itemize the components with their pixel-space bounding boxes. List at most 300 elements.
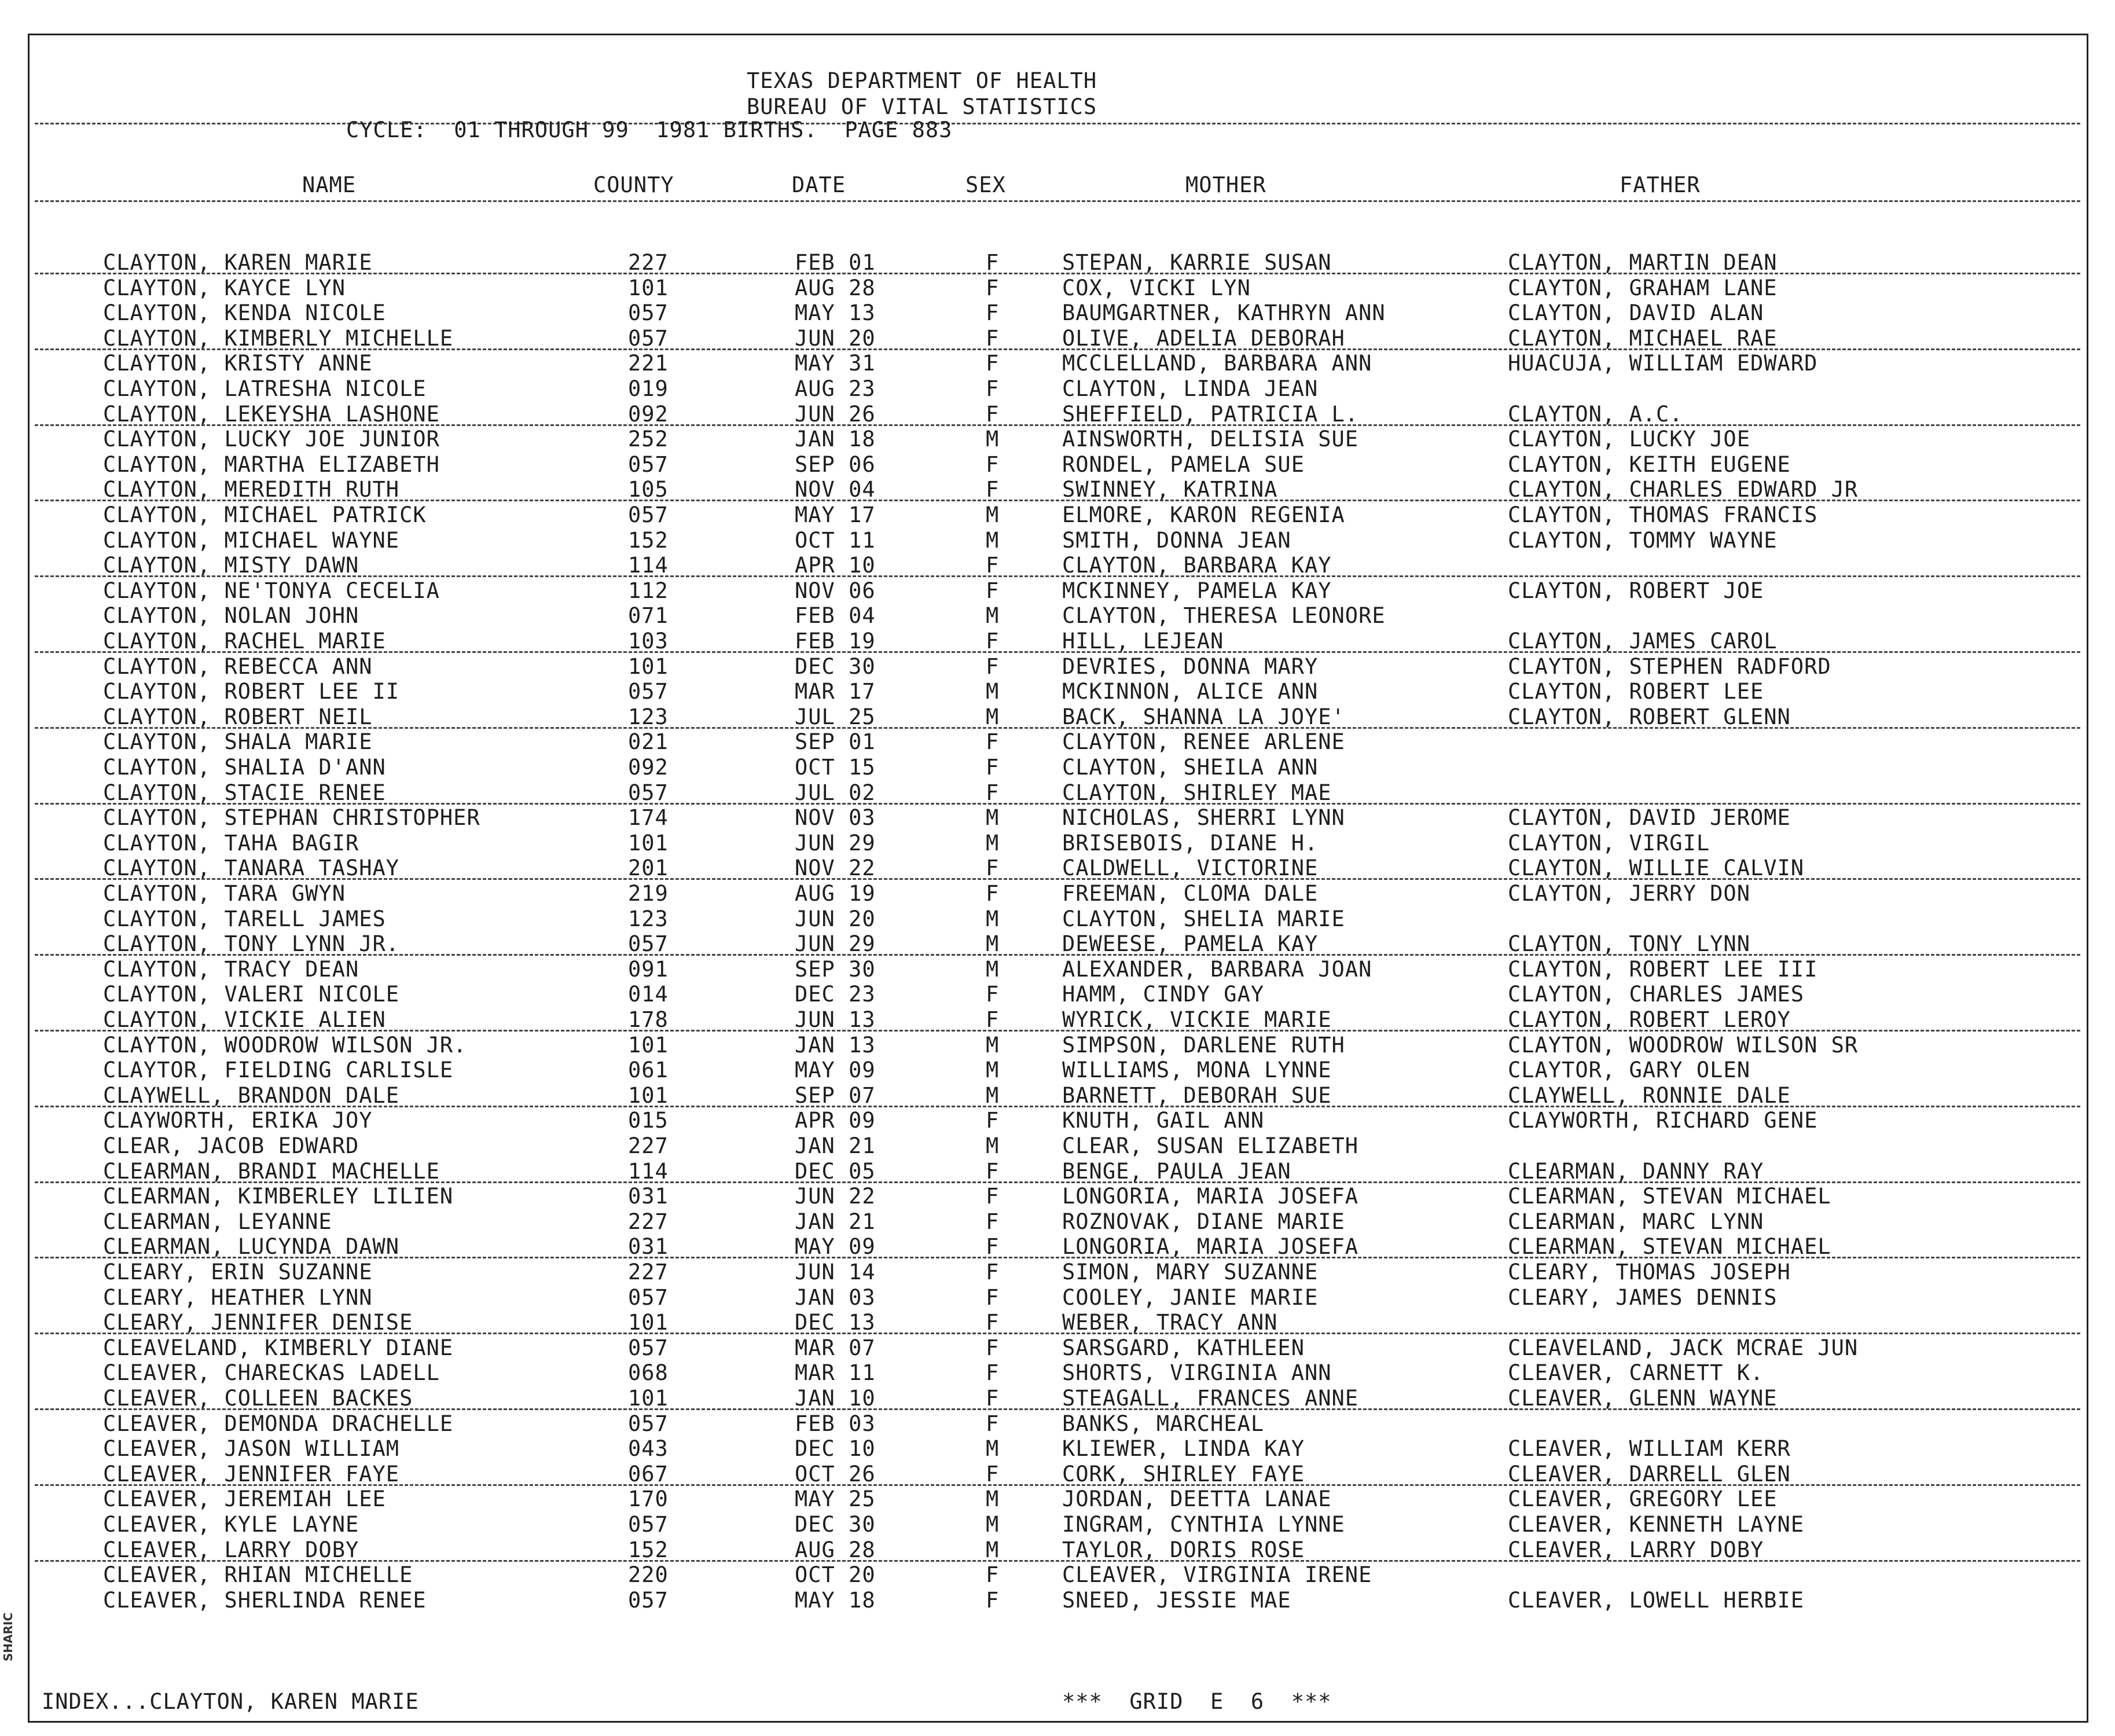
cell-sex: F <box>986 325 1000 351</box>
cell-mother: SMITH, DONNA JEAN <box>1062 527 1291 553</box>
cell-county: 123 <box>628 906 669 931</box>
cell-mother: NICHOLAS, SHERRI LYNN <box>1062 805 1345 831</box>
cell-sex: M <box>986 1133 1000 1158</box>
cell-name: CLAYTON, RACHEL MARIE <box>103 629 386 654</box>
column-header-sex: SEX <box>965 173 1006 197</box>
cell-county: 101 <box>628 1082 669 1108</box>
cell-county: 057 <box>628 452 669 477</box>
cell-mother: TAYLOR, DORIS ROSE <box>1062 1537 1305 1562</box>
cell-date: FEB 03 <box>795 1411 876 1436</box>
cell-name: CLAYWORTH, ERIKA JOY <box>103 1108 373 1133</box>
cell-father: CLAYTOR, GARY OLEN <box>1508 1058 1750 1083</box>
cell-date: JUN 20 <box>795 325 876 351</box>
cell-name: CLEARMAN, KIMBERLEY LILIEN <box>103 1184 454 1209</box>
cell-date: NOV 04 <box>795 477 876 502</box>
cell-date: JUN 26 <box>795 401 876 427</box>
cell-name: CLEAVER, JENNIFER FAYE <box>103 1461 400 1487</box>
cell-mother: BANKS, MARCHEAL <box>1062 1411 1265 1436</box>
cell-sex: F <box>986 629 1000 654</box>
cell-county: 067 <box>628 1461 669 1487</box>
cell-name: CLAYTON, ROBERT NEIL <box>103 704 373 729</box>
cell-date: JAN 18 <box>795 427 876 452</box>
cell-father: CLEARY, THOMAS JOSEPH <box>1508 1260 1791 1284</box>
cell-father: CLEARMAN, MARC LYNN <box>1508 1209 1764 1234</box>
cell-father: CLAYTON, DAVID ALAN <box>1508 300 1764 326</box>
row-divider <box>35 273 2080 274</box>
cell-name: CLAYTON, STACIE RENEE <box>103 780 386 805</box>
cell-mother: DEVRIES, DONNA MARY <box>1062 654 1319 679</box>
cell-name: CLEARY, JENNIFER DENISE <box>103 1310 413 1335</box>
cell-name: CLEAVER, JEREMIAH LEE <box>103 1487 386 1512</box>
cell-mother: BENGE, PAULA JEAN <box>1062 1158 1291 1184</box>
cell-county: 031 <box>628 1184 669 1209</box>
cell-county: 057 <box>628 780 669 805</box>
cell-sex: F <box>986 553 1000 578</box>
cell-name: CLAYTON, MICHAEL WAYNE <box>103 527 400 553</box>
cell-name: CLAYTON, REBECCA ANN <box>103 654 373 679</box>
cell-county: 057 <box>628 1587 669 1613</box>
cell-sex: F <box>986 1209 1000 1234</box>
row-divider <box>35 424 2080 426</box>
cell-father: CLAYTON, CHARLES EDWARD JR <box>1508 477 1859 502</box>
cell-father: CLEARMAN, STEVAN MICHAEL <box>1508 1184 1831 1209</box>
cell-sex: M <box>986 527 1000 553</box>
cell-date: JUL 25 <box>795 704 876 729</box>
cell-name: CLAYTON, KIMBERLY MICHELLE <box>103 325 454 351</box>
cell-father: CLAYTON, MARTIN DEAN <box>1508 250 1778 275</box>
cell-name: CLAYTON, KENDA NICOLE <box>103 300 386 326</box>
header-subtitle: BUREAU OF VITAL STATISTICS <box>747 94 1097 119</box>
cell-date: DEC 23 <box>795 982 876 1007</box>
cell-sex: F <box>986 1184 1000 1209</box>
cell-mother: LONGORIA, MARIA JOSEFA <box>1062 1184 1359 1209</box>
cell-mother: STEPAN, KARRIE SUSAN <box>1062 250 1332 275</box>
cell-county: 174 <box>628 805 669 831</box>
cell-name: CLAYTON, STEPHAN CHRISTOPHER <box>103 805 480 831</box>
cell-mother: WILLIAMS, MONA LYNNE <box>1062 1058 1332 1083</box>
cell-date: APR 10 <box>795 553 876 578</box>
cell-father: CLAYTON, LUCKY JOE <box>1508 427 1750 452</box>
cell-sex: F <box>986 881 1000 906</box>
cell-sex: F <box>986 1310 1000 1335</box>
cell-name: CLEARMAN, LUCYNDA DAWN <box>103 1234 400 1260</box>
cell-father: CLAYTON, JERRY DON <box>1508 881 1750 906</box>
cell-mother: SNEED, JESSIE MAE <box>1062 1587 1291 1613</box>
cell-name: CLAYTON, MEREDITH RUTH <box>103 477 400 502</box>
cell-date: SEP 01 <box>795 729 876 755</box>
cell-name: CLEAVELAND, KIMBERLY DIANE <box>103 1335 454 1360</box>
cell-mother: CLAYTON, THERESA LEONORE <box>1062 603 1386 629</box>
cell-county: 092 <box>628 401 669 427</box>
cell-county: 061 <box>628 1058 669 1083</box>
cell-father: CLAYTON, ROBERT GLENN <box>1508 704 1791 729</box>
cell-father: CLAYWORTH, RICHARD GENE <box>1508 1108 1818 1133</box>
cell-father: CLEAVER, KENNETH LAYNE <box>1508 1512 1805 1537</box>
cell-sex: F <box>986 1260 1000 1284</box>
header-divider <box>35 123 2080 124</box>
cell-mother: CLAYTON, BARBARA KAY <box>1062 553 1332 578</box>
cell-mother: CLEAVER, VIRGINIA IRENE <box>1062 1562 1372 1588</box>
cell-date: OCT 20 <box>795 1562 876 1588</box>
cell-date: APR 09 <box>795 1108 876 1133</box>
cell-sex: M <box>986 805 1000 831</box>
row-divider <box>35 1560 2080 1562</box>
cell-name: CLAYTON, KAYCE LYN <box>103 275 346 300</box>
cell-mother: CALDWELL, VICTORINE <box>1062 856 1319 881</box>
cell-county: 068 <box>628 1360 669 1386</box>
cell-sex: F <box>986 1158 1000 1184</box>
cell-sex: F <box>986 1411 1000 1436</box>
cell-county: 152 <box>628 527 669 553</box>
row-divider <box>35 1030 2080 1032</box>
cell-mother: CLAYTON, SHEILA ANN <box>1062 755 1319 780</box>
cell-county: 227 <box>628 250 669 275</box>
cell-mother: SHEFFIELD, PATRICIA L. <box>1062 401 1359 427</box>
cell-date: MAY 09 <box>795 1058 876 1083</box>
cell-sex: F <box>986 250 1000 275</box>
cell-sex: M <box>986 502 1000 527</box>
column-header-father: FATHER <box>1620 173 1701 197</box>
cell-sex: M <box>986 1058 1000 1083</box>
cell-sex: M <box>986 1537 1000 1562</box>
cell-date: JAN 21 <box>795 1209 876 1234</box>
cell-sex: F <box>986 1360 1000 1386</box>
cell-county: 057 <box>628 931 669 957</box>
cell-sex: F <box>986 300 1000 326</box>
cell-county: 219 <box>628 881 669 906</box>
cell-father: CLAYTON, STEPHEN RADFORD <box>1508 654 1831 679</box>
cell-name: CLEARMAN, BRANDI MACHELLE <box>103 1158 440 1184</box>
cell-name: CLAYTON, ROBERT LEE II <box>103 679 400 704</box>
cell-name: CLEAVER, JASON WILLIAM <box>103 1436 400 1462</box>
cell-county: 031 <box>628 1234 669 1260</box>
cell-date: NOV 06 <box>795 578 876 603</box>
cell-county: 101 <box>628 654 669 679</box>
cell-father: HUACUJA, WILLIAM EDWARD <box>1508 351 1818 376</box>
cell-mother: KNUTH, GAIL ANN <box>1062 1108 1265 1133</box>
cell-mother: CLAYTON, SHELIA MARIE <box>1062 906 1345 931</box>
cell-sex: F <box>986 275 1000 300</box>
cell-county: 252 <box>628 427 669 452</box>
cell-sex: F <box>986 351 1000 376</box>
cell-mother: RONDEL, PAMELA SUE <box>1062 452 1305 477</box>
cell-father: CLEARY, JAMES DENNIS <box>1508 1284 1778 1310</box>
cell-county: 015 <box>628 1108 669 1133</box>
cell-sex: M <box>986 1032 1000 1058</box>
cell-mother: OLIVE, ADELIA DEBORAH <box>1062 325 1345 351</box>
cell-sex: F <box>986 755 1000 780</box>
cell-date: JUN 29 <box>795 830 876 856</box>
cell-name: CLEAR, JACOB EDWARD <box>103 1133 359 1158</box>
cell-sex: M <box>986 931 1000 957</box>
cell-name: CLAYTON, TANARA TASHAY <box>103 856 400 881</box>
cell-name: CLAYTON, TARA GWYN <box>103 881 346 906</box>
cell-date: MAR 17 <box>795 679 876 704</box>
cell-date: MAY 31 <box>795 351 876 376</box>
cell-county: 114 <box>628 1158 669 1184</box>
cell-county: 227 <box>628 1260 669 1284</box>
cell-sex: M <box>986 704 1000 729</box>
cell-county: 071 <box>628 603 669 629</box>
cell-mother: HAMM, CINDY GAY <box>1062 982 1265 1007</box>
row-divider <box>35 651 2080 653</box>
cell-county: 057 <box>628 1284 669 1310</box>
row-divider <box>35 348 2080 350</box>
cell-name: CLAYTON, VICKIE ALIEN <box>103 1007 386 1032</box>
cell-mother: SIMPSON, DARLENE RUTH <box>1062 1032 1345 1058</box>
cell-name: CLAYTON, NOLAN JOHN <box>103 603 359 629</box>
column-header-county: COUNTY <box>593 173 674 197</box>
cell-father: CLEAVELAND, JACK MCRAE JUN <box>1508 1335 1859 1360</box>
cell-name: CLAYTON, SHALIA D'ANN <box>103 755 386 780</box>
row-divider <box>35 575 2080 577</box>
cell-date: NOV 03 <box>795 805 876 831</box>
cell-mother: SWINNEY, KATRINA <box>1062 477 1278 502</box>
cell-mother: WEBER, TRACY ANN <box>1062 1310 1278 1335</box>
cell-sex: F <box>986 401 1000 427</box>
cell-date: JAN 10 <box>795 1386 876 1411</box>
cell-name: CLEAVER, COLLEEN BACKES <box>103 1386 413 1411</box>
footer-index: INDEX...CLAYTON, KAREN MARIE <box>42 1689 419 1714</box>
cell-mother: ALEXANDER, BARBARA JOAN <box>1062 956 1372 982</box>
cell-date: JAN 03 <box>795 1284 876 1310</box>
cell-name: CLAYTON, MICHAEL PATRICK <box>103 502 427 527</box>
cell-mother: JORDAN, DEETTA LANAE <box>1062 1487 1332 1512</box>
cell-sex: M <box>986 830 1000 856</box>
cell-father: CLAYWELL, RONNIE DALE <box>1508 1082 1791 1108</box>
cell-mother: AINSWORTH, DELISIA SUE <box>1062 427 1359 452</box>
cell-county: 057 <box>628 1512 669 1537</box>
cell-mother: COOLEY, JANIE MARIE <box>1062 1284 1319 1310</box>
cell-county: 114 <box>628 553 669 578</box>
cell-date: AUG 19 <box>795 881 876 906</box>
cell-father: CLAYTON, DAVID JEROME <box>1508 805 1791 831</box>
cell-date: SEP 06 <box>795 452 876 477</box>
cell-mother: STEAGALL, FRANCES ANNE <box>1062 1386 1359 1411</box>
cell-sex: F <box>986 654 1000 679</box>
cell-name: CLEAVER, SHERLINDA RENEE <box>103 1587 427 1613</box>
cell-name: CLEARY, HEATHER LYNN <box>103 1284 373 1310</box>
cell-father: CLAYTON, JAMES CAROL <box>1508 629 1778 654</box>
cell-county: 019 <box>628 376 669 401</box>
cell-date: DEC 13 <box>795 1310 876 1335</box>
cell-sex: F <box>986 729 1000 755</box>
cell-name: CLEAVER, KYLE LAYNE <box>103 1512 359 1537</box>
cell-father: CLEAVER, WILLIAM KERR <box>1508 1436 1791 1462</box>
cell-county: 043 <box>628 1436 669 1462</box>
cell-mother: DEWEESE, PAMELA KAY <box>1062 931 1319 957</box>
row-divider <box>35 1181 2080 1183</box>
cell-sex: F <box>986 1587 1000 1613</box>
cell-father: CLAYTON, A.C. <box>1508 401 1683 427</box>
cell-county: 201 <box>628 856 669 881</box>
cell-father: CLAYTON, TOMMY WAYNE <box>1508 527 1778 553</box>
cycle-line: CYCLE: 01 THROUGH 99 1981 BIRTHS. PAGE 883 <box>346 118 953 142</box>
cell-mother: BARNETT, DEBORAH SUE <box>1062 1082 1332 1108</box>
cell-father: CLAYTON, CHARLES JAMES <box>1508 982 1805 1007</box>
cell-date: MAY 13 <box>795 300 876 326</box>
cell-father: CLAYTON, ROBERT JOE <box>1508 578 1764 603</box>
cell-sex: F <box>986 856 1000 881</box>
cell-county: 014 <box>628 982 669 1007</box>
cell-county: 057 <box>628 325 669 351</box>
cell-mother: CLAYTON, LINDA JEAN <box>1062 376 1319 401</box>
cell-date: MAR 07 <box>795 1335 876 1360</box>
cell-county: 101 <box>628 1386 669 1411</box>
cell-father: CLAYTON, KEITH EUGENE <box>1508 452 1791 477</box>
row-divider <box>35 878 2080 880</box>
cell-mother: COX, VICKI LYN <box>1062 275 1251 300</box>
column-header-divider <box>35 200 2080 202</box>
row-divider <box>35 727 2080 729</box>
cell-name: CLEAVER, DEMONDA DRACHELLE <box>103 1411 454 1436</box>
cell-father: CLEAVER, CARNETT K. <box>1508 1360 1764 1386</box>
cell-name: CLEARY, ERIN SUZANNE <box>103 1260 373 1284</box>
cell-name: CLAYTON, TARELL JAMES <box>103 906 386 931</box>
cell-date: DEC 30 <box>795 654 876 679</box>
cell-date: NOV 22 <box>795 856 876 881</box>
cell-name: CLAYTON, LEKEYSHA LASHONE <box>103 401 440 427</box>
cell-county: 057 <box>628 1335 669 1360</box>
cell-sex: M <box>986 1487 1000 1512</box>
cell-county: 057 <box>628 502 669 527</box>
row-divider <box>35 500 2080 501</box>
cell-date: JUN 22 <box>795 1184 876 1209</box>
cell-name: CLAYTON, TONY LYNN JR. <box>103 931 400 957</box>
cell-father: CLAYTON, MICHAEL RAE <box>1508 325 1778 351</box>
cell-mother: WYRICK, VICKIE MARIE <box>1062 1007 1332 1032</box>
cell-date: AUG 28 <box>795 275 876 300</box>
cell-date: MAR 11 <box>795 1360 876 1386</box>
cell-father: CLEAVER, GREGORY LEE <box>1508 1487 1778 1512</box>
cell-name: CLAYTON, WOODROW WILSON JR. <box>103 1032 467 1058</box>
cell-date: MAY 09 <box>795 1234 876 1260</box>
cell-mother: CORK, SHIRLEY FAYE <box>1062 1461 1305 1487</box>
cell-date: SEP 30 <box>795 956 876 982</box>
cell-name: CLAYTON, SHALA MARIE <box>103 729 373 755</box>
cell-father: CLAYTON, ROBERT LEE III <box>1508 956 1818 982</box>
cell-county: 220 <box>628 1562 669 1588</box>
cell-date: MAY 25 <box>795 1487 876 1512</box>
cell-sex: M <box>986 679 1000 704</box>
cell-county: 092 <box>628 755 669 780</box>
cell-county: 105 <box>628 477 669 502</box>
cell-date: SEP 07 <box>795 1082 876 1108</box>
cell-father: CLAYTON, ROBERT LEE <box>1508 679 1764 704</box>
cell-sex: F <box>986 1386 1000 1411</box>
cell-father: CLAYTON, GRAHAM LANE <box>1508 275 1778 300</box>
cell-father: CLEAVER, LARRY DOBY <box>1508 1537 1764 1562</box>
cell-mother: FREEMAN, CLOMA DALE <box>1062 881 1319 906</box>
row-divider <box>35 1106 2080 1107</box>
cell-mother: HILL, LEJEAN <box>1062 629 1224 654</box>
cell-mother: BRISEBOIS, DIANE H. <box>1062 830 1319 856</box>
row-divider <box>35 1484 2080 1486</box>
cell-date: AUG 23 <box>795 376 876 401</box>
cell-mother: SIMON, MARY SUZANNE <box>1062 1260 1319 1284</box>
cell-sex: F <box>986 452 1000 477</box>
cell-sex: M <box>986 1436 1000 1462</box>
cell-name: CLAYTON, VALERI NICOLE <box>103 982 400 1007</box>
cell-name: CLEAVER, LARRY DOBY <box>103 1537 359 1562</box>
cell-mother: BACK, SHANNA LA JOYE' <box>1062 704 1345 729</box>
cell-name: CLAYTOR, FIELDING CARLISLE <box>103 1058 454 1083</box>
cell-mother: CLAYTON, SHIRLEY MAE <box>1062 780 1332 805</box>
cell-county: 178 <box>628 1007 669 1032</box>
cell-sex: M <box>986 1082 1000 1108</box>
side-label: SHARIC <box>1 1612 15 1661</box>
cell-sex: M <box>986 603 1000 629</box>
cell-name: CLAYTON, MISTY DAWN <box>103 553 359 578</box>
cell-mother: SHORTS, VIRGINIA ANN <box>1062 1360 1332 1386</box>
cell-father: CLAYTON, TONY LYNN <box>1508 931 1750 957</box>
cell-name: CLAYTON, NE'TONYA CECELIA <box>103 578 440 603</box>
cell-sex: F <box>986 1007 1000 1032</box>
cell-sex: F <box>986 477 1000 502</box>
cell-sex: F <box>986 780 1000 805</box>
cell-mother: MCKINNON, ALICE ANN <box>1062 679 1319 704</box>
cell-sex: F <box>986 1335 1000 1360</box>
cell-date: OCT 26 <box>795 1461 876 1487</box>
cell-county: 101 <box>628 830 669 856</box>
cell-county: 221 <box>628 351 669 376</box>
cell-sex: F <box>986 1234 1000 1260</box>
cell-county: 227 <box>628 1209 669 1234</box>
header-title: TEXAS DEPARTMENT OF HEALTH <box>747 68 1097 93</box>
cell-county: 123 <box>628 704 669 729</box>
cell-county: 101 <box>628 1310 669 1335</box>
cell-sex: M <box>986 427 1000 452</box>
cell-name: CLAYTON, KRISTY ANNE <box>103 351 373 376</box>
row-divider <box>35 1333 2080 1334</box>
cell-date: MAY 18 <box>795 1587 876 1613</box>
cell-date: JUN 13 <box>795 1007 876 1032</box>
cell-county: 057 <box>628 300 669 326</box>
cell-mother: INGRAM, CYNTHIA LYNNE <box>1062 1512 1345 1537</box>
cell-sex: M <box>986 956 1000 982</box>
cell-mother: CLAYTON, RENEE ARLENE <box>1062 729 1345 755</box>
cell-father: CLEAVER, GLENN WAYNE <box>1508 1386 1778 1411</box>
cell-date: JUN 20 <box>795 906 876 931</box>
cell-name: CLAYWELL, BRANDON DALE <box>103 1082 400 1108</box>
cell-county: 152 <box>628 1537 669 1562</box>
cell-county: 112 <box>628 578 669 603</box>
row-divider <box>35 803 2080 805</box>
cell-father: CLAYTON, THOMAS FRANCIS <box>1508 502 1818 527</box>
cell-date: DEC 10 <box>795 1436 876 1462</box>
column-header-mother: MOTHER <box>1185 173 1266 197</box>
column-header-date: DATE <box>792 173 846 197</box>
cell-mother: MCCLELLAND, BARBARA ANN <box>1062 351 1372 376</box>
cell-name: CLAYTON, KAREN MARIE <box>103 250 373 275</box>
cell-father: CLAYTON, VIRGIL <box>1508 830 1710 856</box>
cell-name: CLEARMAN, LEYANNE <box>103 1209 332 1234</box>
cell-date: FEB 04 <box>795 603 876 629</box>
row-divider <box>35 1408 2080 1410</box>
cell-date: MAY 17 <box>795 502 876 527</box>
cell-county: 057 <box>628 679 669 704</box>
cell-father: CLEAVER, DARRELL GLEN <box>1508 1461 1791 1487</box>
cell-father: CLEARMAN, STEVAN MICHAEL <box>1508 1234 1831 1260</box>
cell-date: JUN 29 <box>795 931 876 957</box>
footer-grid: *** GRID E 6 *** <box>1062 1689 1332 1714</box>
cell-county: 227 <box>628 1133 669 1158</box>
cell-county: 103 <box>628 629 669 654</box>
cell-name: CLAYTON, TAHA BAGIR <box>103 830 359 856</box>
cell-date: JUL 02 <box>795 780 876 805</box>
cell-sex: F <box>986 1108 1000 1133</box>
cell-mother: ROZNOVAK, DIANE MARIE <box>1062 1209 1345 1234</box>
